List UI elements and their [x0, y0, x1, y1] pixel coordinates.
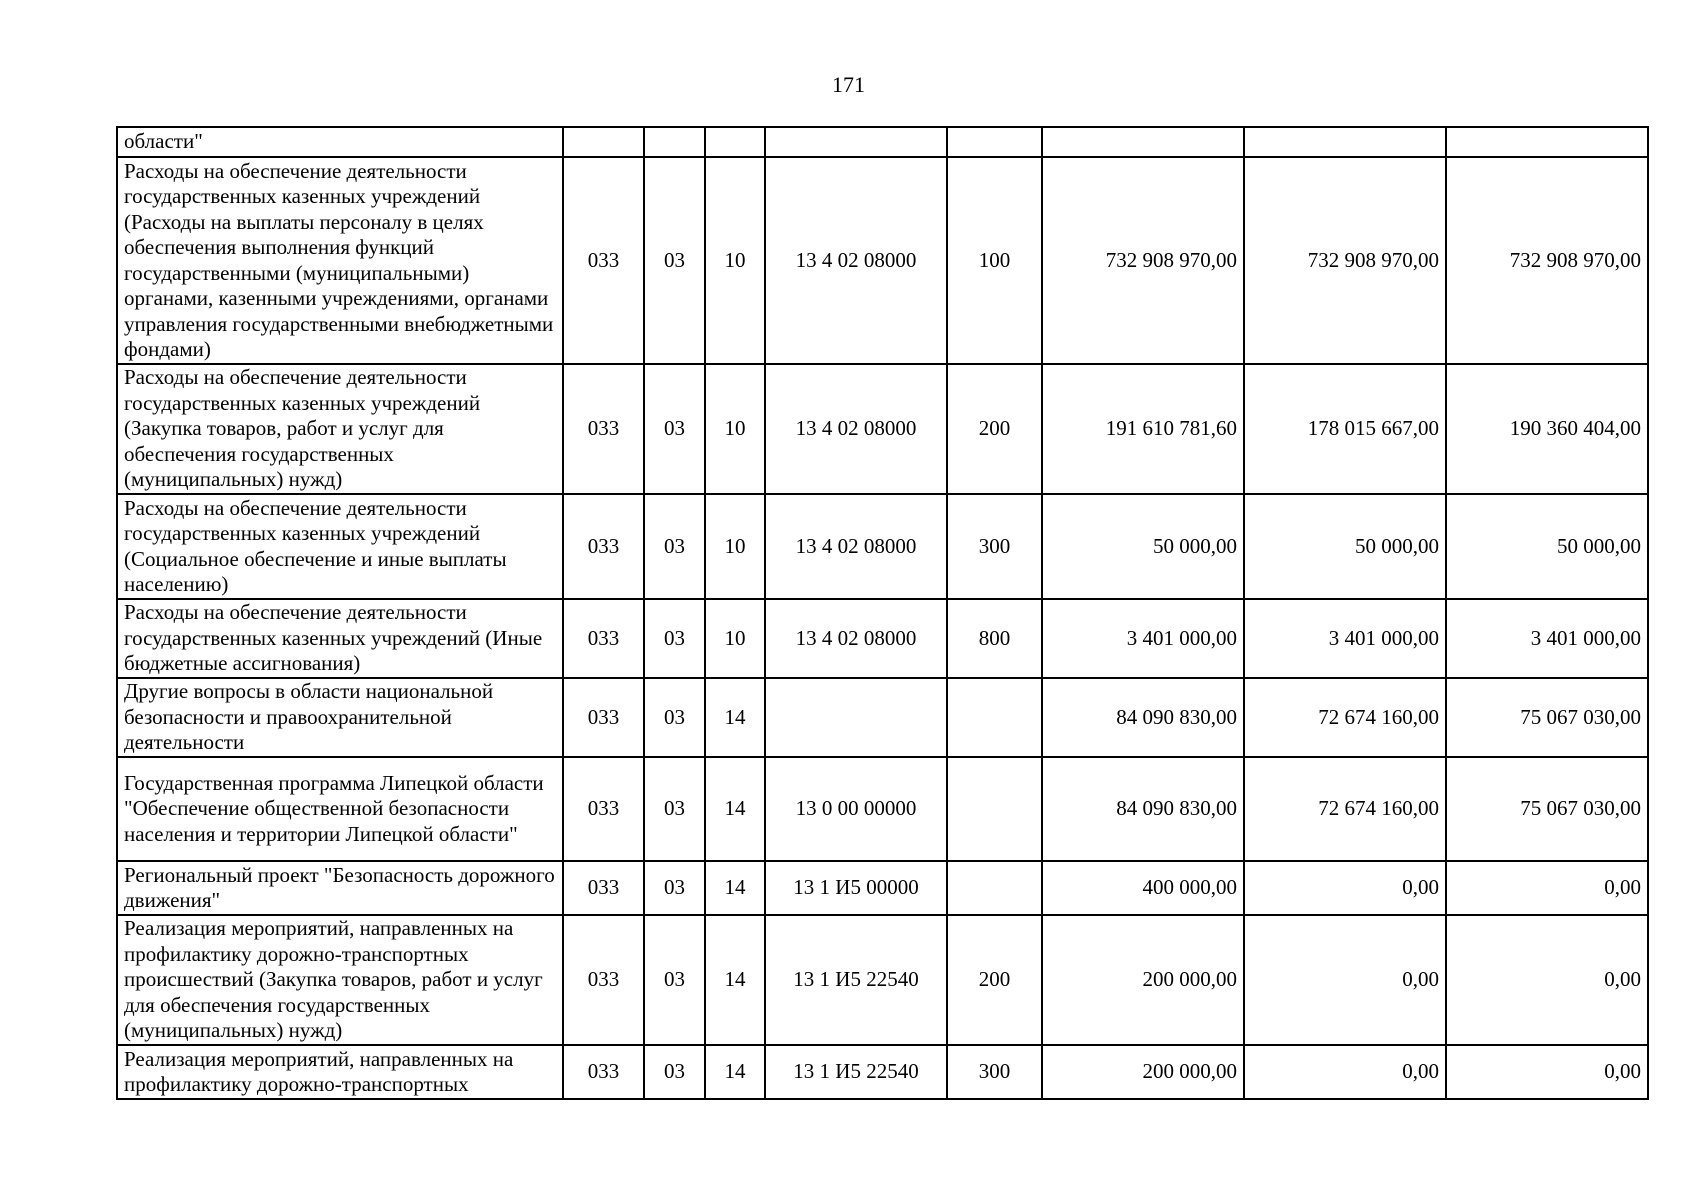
- table-row: [117, 678, 1648, 757]
- amount-year-2: [1244, 127, 1446, 157]
- amount-year-2: 732 908 970,00: [1244, 157, 1446, 364]
- subsection-code: 14: [705, 678, 765, 757]
- grbs-code: 033: [563, 364, 644, 494]
- amount-year-2: 72 674 160,00: [1244, 678, 1446, 757]
- subsection-code: 10: [705, 599, 765, 678]
- table-row: [117, 915, 1648, 1045]
- table-row: [117, 127, 1648, 157]
- amount-year-1: [1042, 127, 1244, 157]
- expense-name: Расходы на обеспечение деятельности государственных казенных учреждений (Социальное обеспечение и иные выплаты населению): [117, 494, 563, 599]
- expense-name: Региональный проект "Безопасность дорожного движения": [117, 861, 563, 915]
- expense-type-code: 100: [947, 157, 1042, 364]
- subsection-code: [705, 127, 765, 157]
- amount-year-2: 0,00: [1244, 915, 1446, 1045]
- section-code: 03: [644, 157, 705, 364]
- amount-year-3: 190 360 404,00: [1446, 364, 1648, 494]
- table-row: [117, 599, 1648, 678]
- amount-year-1: 400 000,00: [1042, 861, 1244, 915]
- expense-name: Реализация мероприятий, направленных на профилактику дорожно-транспортных происшествий (Закупка товаров, работ и услуг для обеспечения государственных (муниципальных) нужд): [117, 915, 563, 1045]
- amount-year-1: 3 401 000,00: [1042, 599, 1244, 678]
- grbs-code: 033: [563, 915, 644, 1045]
- subsection-code: 14: [705, 757, 765, 861]
- grbs-code: 033: [563, 494, 644, 599]
- expense-name: Расходы на обеспечение деятельности государственных казенных учреждений (Закупка товаров, работ и услуг для обеспечения государственных (муниципальных) нужд): [117, 364, 563, 494]
- target-article-code: 13 4 02 08000: [765, 494, 947, 599]
- amount-year-2: 0,00: [1244, 1045, 1446, 1099]
- section-code: 03: [644, 364, 705, 494]
- expense-type-code: [947, 678, 1042, 757]
- expense-name: Государственная программа Липецкой области "Обеспечение общественной безопасности населения и территории Липецкой области": [117, 757, 563, 861]
- amount-year-1: 200 000,00: [1042, 915, 1244, 1045]
- amount-year-2: 72 674 160,00: [1244, 757, 1446, 861]
- subsection-code: 14: [705, 915, 765, 1045]
- amount-year-3: 0,00: [1446, 1045, 1648, 1099]
- amount-year-1: 84 090 830,00: [1042, 678, 1244, 757]
- grbs-code: 033: [563, 157, 644, 364]
- target-article-code: 13 1 И5 22540: [765, 1045, 947, 1099]
- section-code: 03: [644, 757, 705, 861]
- target-article-code: [765, 127, 947, 157]
- grbs-code: 033: [563, 861, 644, 915]
- expense-name: Реализация мероприятий, направленных на профилактику дорожно-транспортных: [117, 1045, 563, 1099]
- grbs-code: 033: [563, 757, 644, 861]
- table-row: [117, 861, 1648, 915]
- amount-year-1: 50 000,00: [1042, 494, 1244, 599]
- page-number: 171: [832, 72, 865, 97]
- amount-year-3: 75 067 030,00: [1446, 757, 1648, 861]
- section-code: 03: [644, 678, 705, 757]
- amount-year-2: 50 000,00: [1244, 494, 1446, 599]
- section-code: 03: [644, 861, 705, 915]
- subsection-code: 10: [705, 364, 765, 494]
- amount-year-1: 200 000,00: [1042, 1045, 1244, 1099]
- expense-type-code: 200: [947, 364, 1042, 494]
- expense-name: Расходы на обеспечение деятельности государственных казенных учреждений (Иные бюджетные ассигнования): [117, 599, 563, 678]
- expense-name: области": [117, 127, 563, 157]
- grbs-code: 033: [563, 599, 644, 678]
- amount-year-3: 75 067 030,00: [1446, 678, 1648, 757]
- expense-type-code: 200: [947, 915, 1042, 1045]
- amount-year-1: 732 908 970,00: [1042, 157, 1244, 364]
- expense-type-code: [947, 127, 1042, 157]
- target-article-code: 13 4 02 08000: [765, 364, 947, 494]
- amount-year-3: 50 000,00: [1446, 494, 1648, 599]
- section-code: 03: [644, 915, 705, 1045]
- target-article-code: 13 4 02 08000: [765, 157, 947, 364]
- table-row: [117, 157, 1648, 364]
- amount-year-3: [1446, 127, 1648, 157]
- table-row: [117, 364, 1648, 494]
- table-row: [117, 757, 1648, 861]
- expense-name: Другие вопросы в области национальной безопасности и правоохранительной деятельности: [117, 678, 563, 757]
- expense-type-code: 800: [947, 599, 1042, 678]
- grbs-code: 033: [563, 1045, 644, 1099]
- subsection-code: 10: [705, 157, 765, 364]
- expense-name: Расходы на обеспечение деятельности государственных казенных учреждений (Расходы на выплаты персоналу в целях обеспечения выполнения функций государственными (муниципальными) органами, казенными учреждениями, органами управления государственными внебюджетными фондами): [117, 157, 563, 364]
- amount-year-2: 3 401 000,00: [1244, 599, 1446, 678]
- amount-year-1: 84 090 830,00: [1042, 757, 1244, 861]
- grbs-code: 033: [563, 678, 644, 757]
- grbs-code: [563, 127, 644, 157]
- section-code: 03: [644, 1045, 705, 1099]
- amount-year-3: 732 908 970,00: [1446, 157, 1648, 364]
- target-article-code: [765, 678, 947, 757]
- subsection-code: 14: [705, 1045, 765, 1099]
- amount-year-3: 0,00: [1446, 915, 1648, 1045]
- section-code: 03: [644, 599, 705, 678]
- amount-year-3: 0,00: [1446, 861, 1648, 915]
- section-code: [644, 127, 705, 157]
- expense-type-code: [947, 861, 1042, 915]
- amount-year-3: 3 401 000,00: [1446, 599, 1648, 678]
- amount-year-2: 0,00: [1244, 861, 1446, 915]
- subsection-code: 14: [705, 861, 765, 915]
- table-row: [117, 1045, 1648, 1099]
- section-code: 03: [644, 494, 705, 599]
- expense-type-code: 300: [947, 494, 1042, 599]
- target-article-code: 13 1 И5 22540: [765, 915, 947, 1045]
- target-article-code: 13 1 И5 00000: [765, 861, 947, 915]
- amount-year-2: 178 015 667,00: [1244, 364, 1446, 494]
- table-row: [117, 494, 1648, 599]
- amount-year-1: 191 610 781,60: [1042, 364, 1244, 494]
- expense-type-code: 300: [947, 1045, 1042, 1099]
- target-article-code: 13 0 00 00000: [765, 757, 947, 861]
- expense-type-code: [947, 757, 1042, 861]
- budget-table: [116, 126, 1649, 1100]
- subsection-code: 10: [705, 494, 765, 599]
- target-article-code: 13 4 02 08000: [765, 599, 947, 678]
